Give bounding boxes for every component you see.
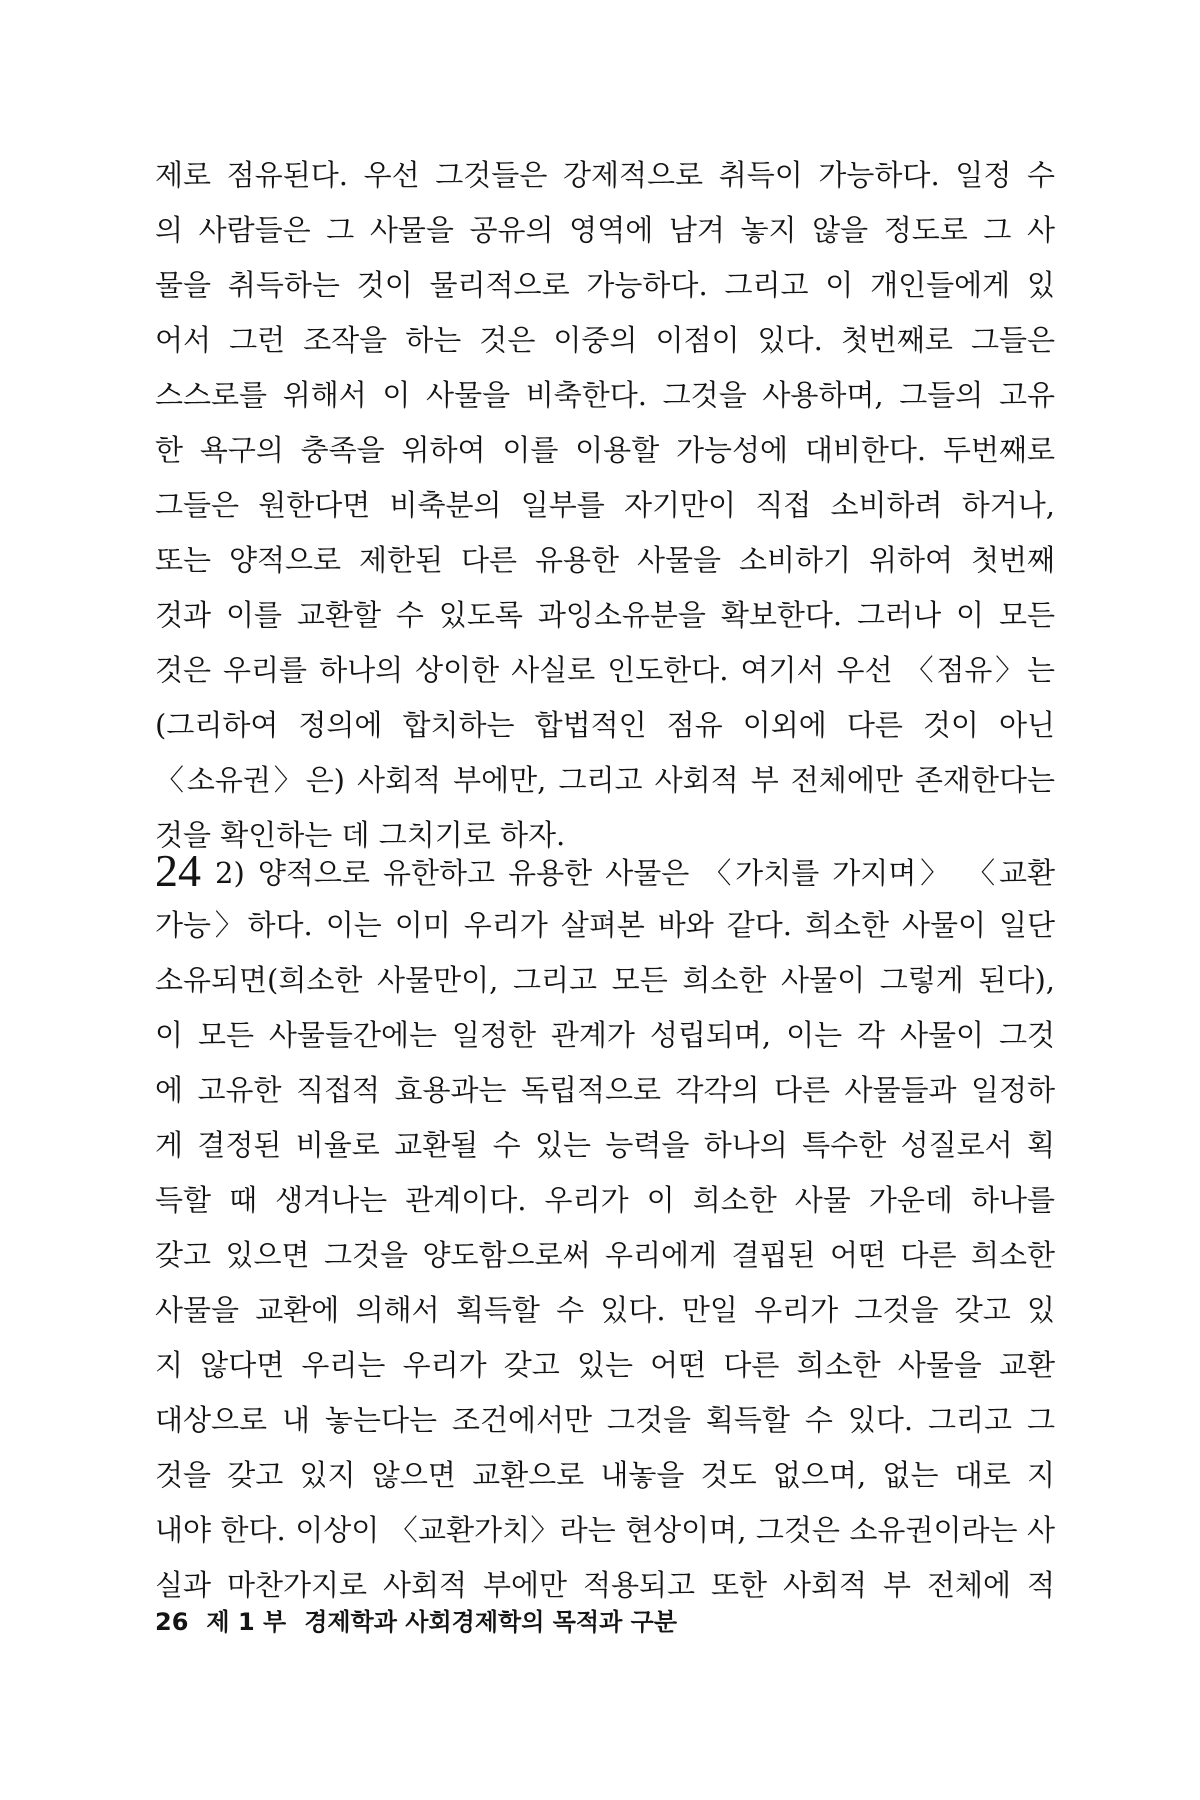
- text-line: 실과 마찬가지로 사회적 부에만 적용되고 또한 사회적 부 전체에 적: [155, 1568, 1055, 1602]
- text-line: 스스로를 위해서 이 사물을 비축한다. 그것을 사용하며, 그들의 고유: [155, 378, 1055, 412]
- text-line: 득할 때 생겨나는 관계이다. 우리가 이 희소한 사물 가운데 하나를: [155, 1183, 1055, 1217]
- text-line: 의 사람들은 그 사물을 공유의 영역에 남겨 놓지 않을 정도로 그 사: [155, 213, 1055, 247]
- paragraph-2-first-line-text: 2) 양적으로 유한하고 유용한 사물은 〈가치를 가지며〉 〈교환: [215, 856, 1055, 890]
- text-line: 〈소유권〉은) 사회적 부에만, 그리고 사회적 부 전체에만 존재한다는: [155, 763, 1055, 797]
- text-line: 제로 점유된다. 우선 그것들은 강제적으로 취득이 가능하다. 일정 수: [155, 158, 1055, 192]
- text-line: 대상으로 내 놓는다는 조건에서만 그것을 획득할 수 있다. 그리고 그: [155, 1403, 1055, 1437]
- text-line: 사물을 교환에 의해서 획득할 수 있다. 만일 우리가 그것을 갖고 있: [155, 1293, 1055, 1327]
- text-line: 어서 그런 조작을 하는 것은 이중의 이점이 있다. 첫번째로 그들은: [155, 323, 1055, 357]
- text-line: 갖고 있으면 그것을 양도함으로써 우리에게 결핍된 어떤 다른 희소한: [155, 1238, 1055, 1272]
- text-line: 소유되면(희소한 사물만이, 그리고 모든 희소한 사물이 그렇게 된다),: [155, 963, 1055, 997]
- text-line: 게 결정된 비율로 교환될 수 있는 능력을 하나의 특수한 성질로서 획: [155, 1128, 1055, 1162]
- text-line: 에 고유한 직접적 효용과는 독립적으로 각각의 다른 사물들과 일정하: [155, 1073, 1055, 1107]
- text-line: 가능〉하다. 이는 이미 우리가 살펴본 바와 같다. 희소한 사물이 일단: [155, 908, 1055, 942]
- paragraph-2-first-line: [155, 843, 1055, 898]
- page-footer: [155, 1602, 1055, 1642]
- paragraph-2: [155, 843, 1055, 1613]
- text-line: 것과 이를 교환할 수 있도록 과잉소유분을 확보한다. 그러나 이 모든: [155, 598, 1055, 632]
- text-line: 지 않다면 우리는 우리가 갖고 있는 어떤 다른 희소한 사물을 교환: [155, 1348, 1055, 1382]
- page-number: 26: [155, 1608, 189, 1636]
- text-line: 물을 취득하는 것이 물리적으로 가능하다. 그리고 이 개인들에게 있: [155, 268, 1055, 302]
- text-line: 한 욕구의 충족을 위하여 이를 이용할 가능성에 대비한다. 두번째로: [155, 433, 1055, 467]
- text-line: 것을 확인하는 데 그치기로 하자.: [155, 818, 566, 852]
- section-number: 24: [155, 845, 201, 896]
- text-line: 내야 한다. 이상이 〈교환가치〉라는 현상이며, 그것은 소유권이라는 사: [155, 1513, 1055, 1547]
- text-line: 이 모든 사물들간에는 일정한 관계가 성립되며, 이는 각 사물이 그것: [155, 1018, 1055, 1052]
- text-line: 그들은 원한다면 비축분의 일부를 자기만이 직접 소비하려 하거나,: [155, 488, 1055, 522]
- text-line: (그리하여 정의에 합치하는 합법적인 점유 이외에 다른 것이 아닌: [155, 708, 1055, 742]
- text-line: 또는 양적으로 제한된 다른 유용한 사물을 소비하기 위하여 첫번째: [155, 543, 1055, 577]
- part-label: 제 1 부: [206, 1608, 287, 1636]
- text-line: 것은 우리를 하나의 상이한 사실로 인도한다. 여기서 우선 〈점유〉는: [155, 653, 1055, 687]
- running-title: 경제학과 사회경제학의 목적과 구분: [304, 1608, 678, 1636]
- text-line: 것을 갖고 있지 않으면 교환으로 내놓을 것도 없으며, 없는 대로 지: [155, 1458, 1055, 1492]
- paragraph-1: [155, 148, 1055, 863]
